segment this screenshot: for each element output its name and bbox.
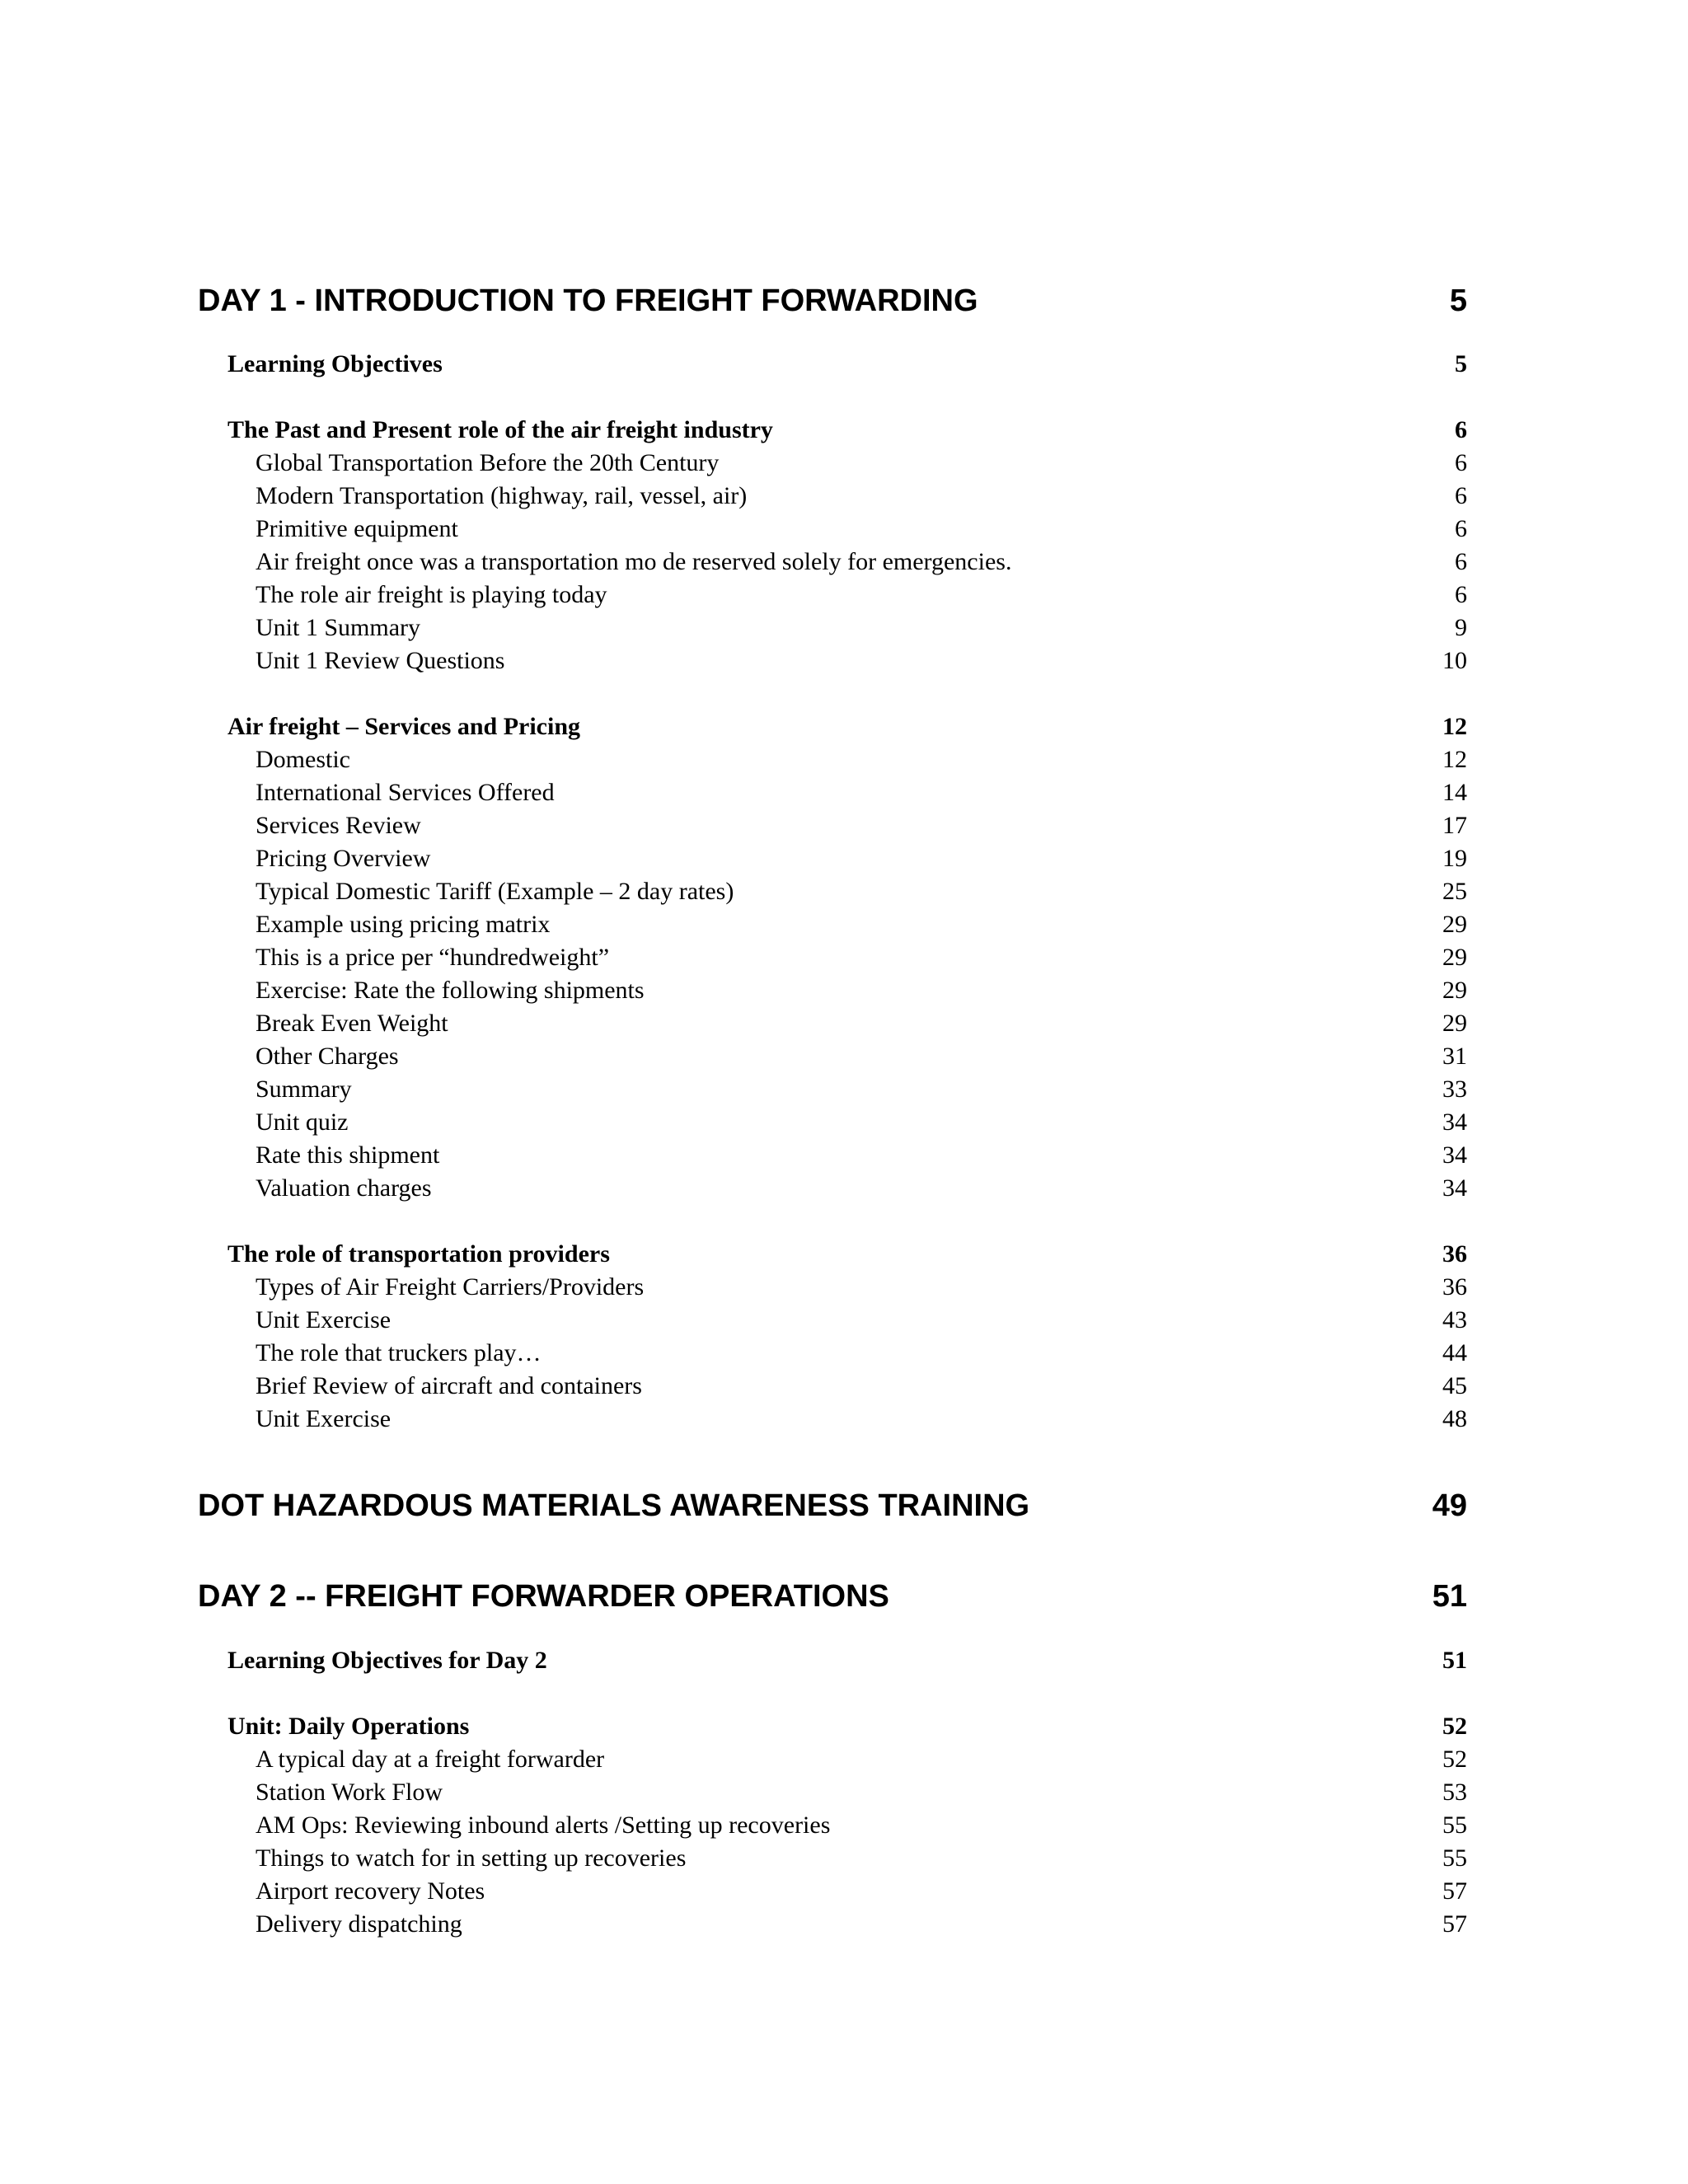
toc-entry-title: Domestic: [256, 746, 350, 773]
toc-entry-page: 6: [1455, 515, 1467, 542]
toc-entry-page: 34: [1442, 1108, 1467, 1136]
toc-entry-title: AM Ops: Reviewing inbound alerts /Setting up recoveries: [256, 1811, 831, 1839]
toc-entry-page: 52: [1442, 1713, 1467, 1740]
toc-entry-title: This is a price per “hundredweight”: [256, 944, 610, 971]
toc-entry-page: 45: [1442, 1372, 1467, 1399]
toc-entry-title: Modern Transportation (highway, rail, vessel, air): [256, 482, 748, 509]
toc-entry[interactable]: [198, 875, 1467, 908]
toc-entry-title: Unit 1 Review Questions: [256, 647, 505, 674]
toc-entry-title: DAY 2 -- FREIGHT FORWARDER OPERATIONS: [198, 1579, 889, 1614]
toc-entry-day2[interactable]: [198, 1576, 1467, 1617]
toc-entry[interactable]: [198, 1304, 1467, 1337]
toc-entry[interactable]: [198, 1809, 1467, 1842]
toc-entry-title: Brief Review of aircraft and containers: [256, 1372, 642, 1399]
toc-entry-page: 55: [1442, 1844, 1467, 1872]
toc-entry-page: 14: [1442, 779, 1467, 806]
toc-entry-title: DOT HAZARDOUS MATERIALS AWARENESS TRAINING: [198, 1488, 1030, 1523]
toc-entry[interactable]: [198, 1743, 1467, 1776]
toc-entry-page: 55: [1442, 1811, 1467, 1839]
toc-entry-transportation-providers[interactable]: [198, 1238, 1467, 1271]
toc-entry-page: 31: [1442, 1043, 1467, 1070]
toc-entry[interactable]: [198, 1370, 1467, 1403]
toc-entry-page: 57: [1442, 1877, 1467, 1905]
toc-entry-title: The Past and Present role of the air freight industry: [227, 416, 773, 443]
toc-entry[interactable]: [198, 513, 1467, 546]
toc-entry[interactable]: [198, 842, 1467, 875]
toc-entry-title: Pricing Overview: [256, 845, 431, 872]
toc-entry[interactable]: [198, 1073, 1467, 1106]
toc-entry-title: Things to watch for in setting up recoveries: [256, 1844, 687, 1872]
toc-entry-page: 34: [1442, 1141, 1467, 1169]
toc-entry-page: 17: [1442, 812, 1467, 839]
toc-entry[interactable]: [198, 1842, 1467, 1875]
toc-entry-page: 6: [1455, 482, 1467, 509]
toc-entry[interactable]: [198, 644, 1467, 677]
toc-entry-page: 12: [1442, 746, 1467, 773]
toc-entry-title: Air freight – Services and Pricing: [227, 713, 580, 740]
toc-entry-page: 6: [1455, 548, 1467, 575]
toc-entry-title: International Services Offered: [256, 779, 555, 806]
toc-entry[interactable]: [198, 941, 1467, 974]
toc-entry[interactable]: [198, 546, 1467, 579]
toc-entry-title: Delivery dispatching: [256, 1910, 462, 1938]
toc-entry[interactable]: [198, 1172, 1467, 1205]
toc-entry-services-pricing[interactable]: [198, 710, 1467, 743]
toc-entry[interactable]: [198, 480, 1467, 513]
toc-entry-title: The role of transportation providers: [227, 1240, 610, 1268]
toc-entry-page: 9: [1455, 614, 1467, 641]
toc-entry-page: 6: [1455, 581, 1467, 608]
toc-entry-page: 57: [1442, 1910, 1467, 1938]
toc-entry-page: 5: [1449, 284, 1467, 318]
toc-entry-page: 29: [1442, 977, 1467, 1004]
toc-entry-title: Learning Objectives: [227, 350, 443, 377]
toc-entry-page: 12: [1442, 713, 1467, 740]
toc-entry-title: Valuation charges: [256, 1174, 432, 1202]
toc-entry-title: Unit Exercise: [256, 1405, 392, 1432]
toc-entry-page: 29: [1442, 944, 1467, 971]
toc-entry[interactable]: [198, 1271, 1467, 1304]
toc-entry-page: 49: [1432, 1488, 1467, 1523]
toc-entry-title: Types of Air Freight Carriers/Providers: [256, 1273, 645, 1301]
toc-entry-daily-operations[interactable]: [198, 1710, 1467, 1743]
toc-entry-page: 51: [1442, 1647, 1467, 1674]
toc-entry[interactable]: [198, 1908, 1467, 1941]
toc-entry-title: Global Transportation Before the 20th Century: [256, 449, 720, 476]
toc-entry-page: 29: [1442, 911, 1467, 938]
toc-entry-learning-objectives[interactable]: [198, 348, 1467, 381]
toc-entry[interactable]: [198, 1040, 1467, 1073]
toc-entry[interactable]: [198, 447, 1467, 480]
toc-entry-title: The role air freight is playing today: [256, 581, 607, 608]
toc-entry[interactable]: [198, 1403, 1467, 1436]
toc-entry-page: 33: [1442, 1076, 1467, 1103]
toc-entry-page: 51: [1432, 1579, 1467, 1614]
toc-entry-title: Station Work Flow: [256, 1779, 443, 1806]
toc-entry-page: 53: [1442, 1779, 1467, 1806]
toc-entry-past-present-role[interactable]: [198, 414, 1467, 447]
toc-entry-title: Example using pricing matrix: [256, 911, 551, 938]
toc-entry-title: Break Even Weight: [256, 1010, 448, 1037]
toc-entry[interactable]: [198, 579, 1467, 612]
toc-entry-page: 6: [1455, 449, 1467, 476]
toc-entry-title: Unit Exercise: [256, 1306, 392, 1333]
toc-entry-title: Unit: Daily Operations: [227, 1713, 470, 1740]
toc-entry-title: Unit quiz: [256, 1108, 349, 1136]
toc-entry[interactable]: [198, 1106, 1467, 1139]
toc-entry-title: Primitive equipment: [256, 515, 458, 542]
toc-entry-day1[interactable]: [198, 280, 1467, 321]
toc-entry-page: 29: [1442, 1010, 1467, 1037]
toc-entry-title: Airport recovery Notes: [256, 1877, 485, 1905]
toc-entry-title: Services Review: [256, 812, 421, 839]
toc-entry-title: Learning Objectives for Day 2: [227, 1647, 547, 1674]
toc-entry-page: 19: [1442, 845, 1467, 872]
toc-entry[interactable]: [198, 1875, 1467, 1908]
toc-entry[interactable]: [198, 974, 1467, 1007]
toc-entry-page: 10: [1442, 647, 1467, 674]
toc-entry-title: Typical Domestic Tariff (Example – 2 day rates): [256, 878, 734, 905]
toc-entry-page: 36: [1442, 1273, 1467, 1301]
toc-entry-page: 6: [1455, 416, 1467, 443]
toc-entry-title: A typical day at a freight forwarder: [256, 1746, 605, 1773]
toc-entry[interactable]: [198, 1139, 1467, 1172]
toc-entry-title: Summary: [256, 1076, 352, 1103]
toc-entry-title: Air freight once was a transportation mo de reserved solely for emergencies.: [256, 548, 1012, 575]
toc-entry-learning-objectives-day2[interactable]: [198, 1644, 1467, 1677]
toc-entry-page: 36: [1442, 1240, 1467, 1268]
toc-entry-page: 25: [1442, 878, 1467, 905]
toc-entry[interactable]: [198, 1337, 1467, 1370]
toc-entry-title: The role that truckers play…: [256, 1339, 542, 1366]
toc-entry-page: 5: [1455, 350, 1467, 377]
toc-entry[interactable]: [198, 908, 1467, 941]
toc-entry-page: 48: [1442, 1405, 1467, 1432]
toc-entry[interactable]: [198, 612, 1467, 644]
toc-entry-title: DAY 1 - INTRODUCTION TO FREIGHT FORWARDING: [198, 284, 978, 318]
toc-entry-title: Exercise: Rate the following shipments: [256, 977, 645, 1004]
table-of-contents: [198, 280, 1467, 1941]
toc-entry-title: Rate this shipment: [256, 1141, 440, 1169]
toc-entry[interactable]: [198, 1007, 1467, 1040]
toc-entry[interactable]: [198, 809, 1467, 842]
toc-entry-page: 34: [1442, 1174, 1467, 1202]
toc-entry-page: 52: [1442, 1746, 1467, 1773]
toc-entry[interactable]: [198, 1776, 1467, 1809]
toc-entry[interactable]: [198, 743, 1467, 776]
toc-entry[interactable]: [198, 776, 1467, 809]
toc-entry-dot-hazmat[interactable]: [198, 1485, 1467, 1526]
toc-entry-title: Unit 1 Summary: [256, 614, 420, 641]
toc-entry-page: 44: [1442, 1339, 1467, 1366]
toc-entry-page: 43: [1442, 1306, 1467, 1333]
toc-entry-title: Other Charges: [256, 1043, 399, 1070]
